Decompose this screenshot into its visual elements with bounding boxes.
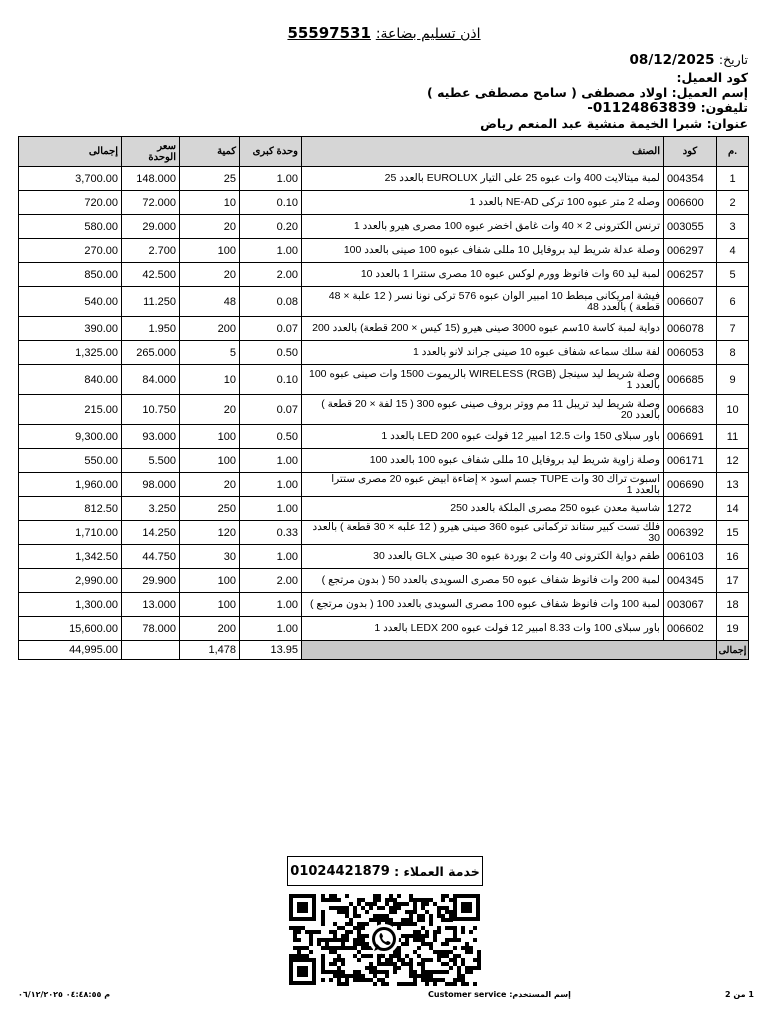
whatsapp-icon bbox=[369, 924, 399, 954]
row-code: 006683 bbox=[664, 395, 717, 425]
header-price-line1: سعر bbox=[157, 140, 176, 152]
phone-line bbox=[587, 100, 748, 116]
row-unit: 0.33 bbox=[240, 521, 302, 545]
row-code: 006685 bbox=[664, 365, 717, 395]
row-index: 4 bbox=[717, 239, 749, 263]
row-unit: 1.00 bbox=[240, 593, 302, 617]
row-unit: 1.00 bbox=[240, 449, 302, 473]
table-row bbox=[19, 425, 749, 449]
user-value: Customer service bbox=[428, 990, 507, 999]
row-item-name: وصلة عدلة شريط ليد بروفايل 10 مللى شفاف عبوه 100 صينى بالعدد 100 bbox=[302, 239, 664, 263]
row-total: 540.00 bbox=[19, 287, 122, 317]
row-item-name: لمبة 200 وات فانوظ شفاف عبوه 50 مصرى السويدى بالعدد 50 ( بدون مرتجع ) bbox=[302, 569, 664, 593]
row-item-name: اسبوت تراك 30 وات TUPE جسم اسود × إضاءة ابيض عبوه 20 مصرى ستترا بالعدد 1 bbox=[302, 473, 664, 497]
row-unit: 0.08 bbox=[240, 287, 302, 317]
row-unit-price: 265.000 bbox=[122, 341, 180, 365]
row-total: 215.00 bbox=[19, 395, 122, 425]
row-qty: 20 bbox=[180, 263, 240, 287]
table-header-row bbox=[19, 137, 749, 167]
row-index: 19 bbox=[717, 617, 749, 641]
row-index: 1 bbox=[717, 167, 749, 191]
row-unit: 0.50 bbox=[240, 425, 302, 449]
row-index: 17 bbox=[717, 569, 749, 593]
row-unit-price: 14.250 bbox=[122, 521, 180, 545]
row-unit-price: 10.750 bbox=[122, 395, 180, 425]
header-unit: وحدة كبرى bbox=[240, 137, 302, 167]
row-total: 3,700.00 bbox=[19, 167, 122, 191]
row-unit: 1.00 bbox=[240, 497, 302, 521]
table-row bbox=[19, 341, 749, 365]
row-total: 850.00 bbox=[19, 263, 122, 287]
totals-price-empty bbox=[122, 641, 180, 660]
page-number: 1 من 2 bbox=[725, 990, 754, 999]
header-code: كود bbox=[664, 137, 717, 167]
row-item-name: لمبة ليد 60 وات فانوظ وورم لوكس عبوه 10 مصرى ستترا 1 بالعدد 10 bbox=[302, 263, 664, 287]
row-code: 006691 bbox=[664, 425, 717, 449]
row-item-name: شاسية معدن عبوه 250 مصرى الملكة بالعدد 250 bbox=[302, 497, 664, 521]
customer-service-phone: 01024421879 bbox=[290, 863, 390, 879]
row-unit: 2.00 bbox=[240, 263, 302, 287]
address-value: شبرا الخيمة منشية عبد المنعم رياض bbox=[480, 116, 703, 131]
header-qty: كمية bbox=[180, 137, 240, 167]
table-row bbox=[19, 365, 749, 395]
row-unit: 1.00 bbox=[240, 167, 302, 191]
row-qty: 120 bbox=[180, 521, 240, 545]
row-qty: 100 bbox=[180, 425, 240, 449]
header-price-line2: الوحدة bbox=[148, 151, 176, 163]
row-total: 1,342.50 bbox=[19, 545, 122, 569]
row-unit: 1.00 bbox=[240, 545, 302, 569]
row-index: 14 bbox=[717, 497, 749, 521]
row-item-name: فيشة امريكانى مبطط 10 امبير الوان عبوه 576 تركى نونا نسر ( 12 علبة × 48 قطعة ) بالعدد 48 bbox=[302, 287, 664, 317]
row-total: 1,300.00 bbox=[19, 593, 122, 617]
row-code: 006053 bbox=[664, 341, 717, 365]
row-total: 720.00 bbox=[19, 191, 122, 215]
delivery-number: 55597531 bbox=[287, 24, 371, 42]
client-code-label: كود العميل: bbox=[676, 70, 748, 85]
phone-value: 01124863839- bbox=[587, 100, 697, 116]
row-unit: 0.10 bbox=[240, 191, 302, 215]
row-unit: 1.00 bbox=[240, 473, 302, 497]
row-index: 11 bbox=[717, 425, 749, 449]
row-code: 004345 bbox=[664, 569, 717, 593]
row-unit: 0.50 bbox=[240, 341, 302, 365]
table-body bbox=[19, 167, 749, 641]
totals-label: إجمالى bbox=[717, 641, 749, 660]
header-total: إجمالى bbox=[19, 137, 122, 167]
row-index: 6 bbox=[717, 287, 749, 317]
row-total: 580.00 bbox=[19, 215, 122, 239]
header-item: الصنف bbox=[302, 137, 664, 167]
user-label: إسم المستخدم: bbox=[509, 990, 571, 999]
row-total: 1,325.00 bbox=[19, 341, 122, 365]
row-total: 1,960.00 bbox=[19, 473, 122, 497]
client-name-label: إسم العميل: bbox=[671, 85, 748, 100]
row-qty: 100 bbox=[180, 239, 240, 263]
row-unit-price: 11.250 bbox=[122, 287, 180, 317]
table-row bbox=[19, 521, 749, 545]
table-row bbox=[19, 497, 749, 521]
table-row bbox=[19, 473, 749, 497]
row-qty: 30 bbox=[180, 545, 240, 569]
table-row bbox=[19, 593, 749, 617]
row-index: 8 bbox=[717, 341, 749, 365]
row-unit: 0.07 bbox=[240, 317, 302, 341]
row-qty: 5 bbox=[180, 341, 240, 365]
date-label: تاريخ: bbox=[718, 52, 748, 67]
table-row bbox=[19, 617, 749, 641]
row-code: 003055 bbox=[664, 215, 717, 239]
row-code: 1272 bbox=[664, 497, 717, 521]
row-total: 9,300.00 bbox=[19, 425, 122, 449]
row-qty: 200 bbox=[180, 317, 240, 341]
table-row bbox=[19, 239, 749, 263]
row-index: 10 bbox=[717, 395, 749, 425]
row-total: 550.00 bbox=[19, 449, 122, 473]
date-value: 08/12/2025 bbox=[629, 52, 715, 68]
title-label: اذن تسليم بضاعة: bbox=[375, 26, 481, 42]
row-unit: 0.07 bbox=[240, 395, 302, 425]
row-item-name: وصله 2 متر عبوه 100 تركى NE-AD بالعدد 1 bbox=[302, 191, 664, 215]
table-row bbox=[19, 395, 749, 425]
row-total: 390.00 bbox=[19, 317, 122, 341]
row-total: 840.00 bbox=[19, 365, 122, 395]
table-row bbox=[19, 287, 749, 317]
row-unit-price: 29.900 bbox=[122, 569, 180, 593]
row-unit-price: 84.000 bbox=[122, 365, 180, 395]
table-row bbox=[19, 449, 749, 473]
row-unit: 0.20 bbox=[240, 215, 302, 239]
qr-code bbox=[288, 893, 481, 986]
row-qty: 100 bbox=[180, 569, 240, 593]
row-unit-price: 13.000 bbox=[122, 593, 180, 617]
row-item-name: وصلة شريط ليد تريبل 11 مم ووتر بروف صينى عبوه 300 ( 15 لفة × 20 قطعة ) بالعدد 20 bbox=[302, 395, 664, 425]
row-code: 006600 bbox=[664, 191, 717, 215]
row-item-name: باور سبلاى 150 وات 12.5 امبير 12 فولت عبوه LED 200 بالعدد 1 bbox=[302, 425, 664, 449]
totals-grey-cell bbox=[302, 641, 717, 660]
row-total: 2,990.00 bbox=[19, 569, 122, 593]
row-item-name: لمبة ميتالايت 400 وات عبوه 25 على التيار EUROLUX بالعدد 25 bbox=[302, 167, 664, 191]
row-index: 12 bbox=[717, 449, 749, 473]
row-item-name: باور سبلاى 100 وات 8.33 امبير 12 فولت عبوه LEDX 200 بالعدد 1 bbox=[302, 617, 664, 641]
row-total: 270.00 bbox=[19, 239, 122, 263]
phone-label: تليفون: bbox=[700, 100, 748, 115]
items-table bbox=[18, 136, 749, 660]
address-label: عنوان: bbox=[706, 116, 748, 131]
row-qty: 10 bbox=[180, 365, 240, 395]
row-item-name: فلك تست كبير ستاند تركمانى عبوه 360 صينى هيرو ( 12 علبه × 30 قطعة ) بالعدد 30 bbox=[302, 521, 664, 545]
table-row bbox=[19, 569, 749, 593]
total-qty: 1,478 bbox=[180, 641, 240, 660]
customer-service-box bbox=[287, 856, 483, 886]
row-total: 15,600.00 bbox=[19, 617, 122, 641]
row-code: 006607 bbox=[664, 287, 717, 317]
row-code: 006690 bbox=[664, 473, 717, 497]
row-index: 13 bbox=[717, 473, 749, 497]
row-unit-price: 98.000 bbox=[122, 473, 180, 497]
row-unit-price: 42.500 bbox=[122, 263, 180, 287]
row-unit-price: 148.000 bbox=[122, 167, 180, 191]
row-unit-price: 93.000 bbox=[122, 425, 180, 449]
row-item-name: وصلة شريط ليد سينجل (RGB) WIRELESS بالريموت 1500 وات صينى عبوه 100 بالعدد 1 bbox=[302, 365, 664, 395]
row-qty: 48 bbox=[180, 287, 240, 317]
header-unit-price bbox=[122, 137, 180, 167]
client-code-line bbox=[676, 70, 748, 85]
row-index: 9 bbox=[717, 365, 749, 395]
row-unit: 0.10 bbox=[240, 365, 302, 395]
document-title bbox=[0, 24, 768, 42]
row-index: 2 bbox=[717, 191, 749, 215]
table-row bbox=[19, 167, 749, 191]
row-index: 7 bbox=[717, 317, 749, 341]
row-item-name: دواية لمبة كاسة 10سم عبوه 3000 صينى هيرو (15 كيس × 200 قطعة) بالعدد 200 bbox=[302, 317, 664, 341]
row-index: 3 bbox=[717, 215, 749, 239]
row-item-name: طقم دواية الكترونى 40 وات 2 بوردة عبوه 30 صينى GLX بالعدد 30 bbox=[302, 545, 664, 569]
address-line bbox=[480, 116, 748, 131]
table-row bbox=[19, 317, 749, 341]
print-timestamp: م ٠٤:٤٨:٥٥ ٠٦/١٢/٢٠٢٥ bbox=[18, 990, 111, 999]
row-unit-price: 3.250 bbox=[122, 497, 180, 521]
row-code: 006257 bbox=[664, 263, 717, 287]
client-name-value: اولاد مصطفى ( سامح مصطفى عطيه ) bbox=[427, 85, 668, 100]
row-code: 003067 bbox=[664, 593, 717, 617]
table-row bbox=[19, 215, 749, 239]
row-code: 006602 bbox=[664, 617, 717, 641]
table-row bbox=[19, 191, 749, 215]
table-row bbox=[19, 263, 749, 287]
row-unit-price: 72.000 bbox=[122, 191, 180, 215]
row-qty: 20 bbox=[180, 395, 240, 425]
grand-total: 44,995.00 bbox=[19, 641, 122, 660]
user-line bbox=[428, 990, 571, 999]
row-code: 004354 bbox=[664, 167, 717, 191]
customer-service-label: خدمة العملاء : bbox=[394, 863, 480, 879]
row-index: 15 bbox=[717, 521, 749, 545]
row-total: 812.50 bbox=[19, 497, 122, 521]
row-code: 006171 bbox=[664, 449, 717, 473]
row-unit: 1.00 bbox=[240, 617, 302, 641]
row-unit-price: 78.000 bbox=[122, 617, 180, 641]
row-item-name: ترنس الكترونى 2 × 40 وات غامق اخضر عبوه 100 مصرى هيرو بالعدد 1 bbox=[302, 215, 664, 239]
row-qty: 10 bbox=[180, 191, 240, 215]
row-total: 1,710.00 bbox=[19, 521, 122, 545]
row-qty: 20 bbox=[180, 473, 240, 497]
row-index: 18 bbox=[717, 593, 749, 617]
row-item-name: وصلة زاوية شريط ليد بروفايل 10 مللى شفاف عبوه 100 بالعدد 100 bbox=[302, 449, 664, 473]
row-qty: 100 bbox=[180, 593, 240, 617]
row-item-name: لمبة 100 وات فانوظ شفاف عبوه 100 مصرى السويدى بالعدد 100 ( بدون مرتجع ) bbox=[302, 593, 664, 617]
table-row bbox=[19, 545, 749, 569]
total-unit: 13.95 bbox=[240, 641, 302, 660]
client-name-line bbox=[427, 85, 748, 100]
row-item-name: لفة سلك سماعه شفاف عبوه 10 صينى جراند لانو بالعدد 1 bbox=[302, 341, 664, 365]
row-qty: 20 bbox=[180, 215, 240, 239]
row-index: 16 bbox=[717, 545, 749, 569]
row-qty: 25 bbox=[180, 167, 240, 191]
row-unit-price: 44.750 bbox=[122, 545, 180, 569]
row-code: 006297 bbox=[664, 239, 717, 263]
date-line bbox=[630, 52, 748, 68]
header-m: م. bbox=[717, 137, 749, 167]
row-code: 006103 bbox=[664, 545, 717, 569]
row-unit-price: 5.500 bbox=[122, 449, 180, 473]
row-unit-price: 29.000 bbox=[122, 215, 180, 239]
row-unit-price: 1.950 bbox=[122, 317, 180, 341]
row-qty: 100 bbox=[180, 449, 240, 473]
row-unit: 2.00 bbox=[240, 569, 302, 593]
row-qty: 200 bbox=[180, 617, 240, 641]
totals-row bbox=[19, 641, 749, 660]
row-unit: 1.00 bbox=[240, 239, 302, 263]
row-unit-price: 2.700 bbox=[122, 239, 180, 263]
row-code: 006392 bbox=[664, 521, 717, 545]
row-code: 006078 bbox=[664, 317, 717, 341]
row-index: 5 bbox=[717, 263, 749, 287]
row-qty: 250 bbox=[180, 497, 240, 521]
